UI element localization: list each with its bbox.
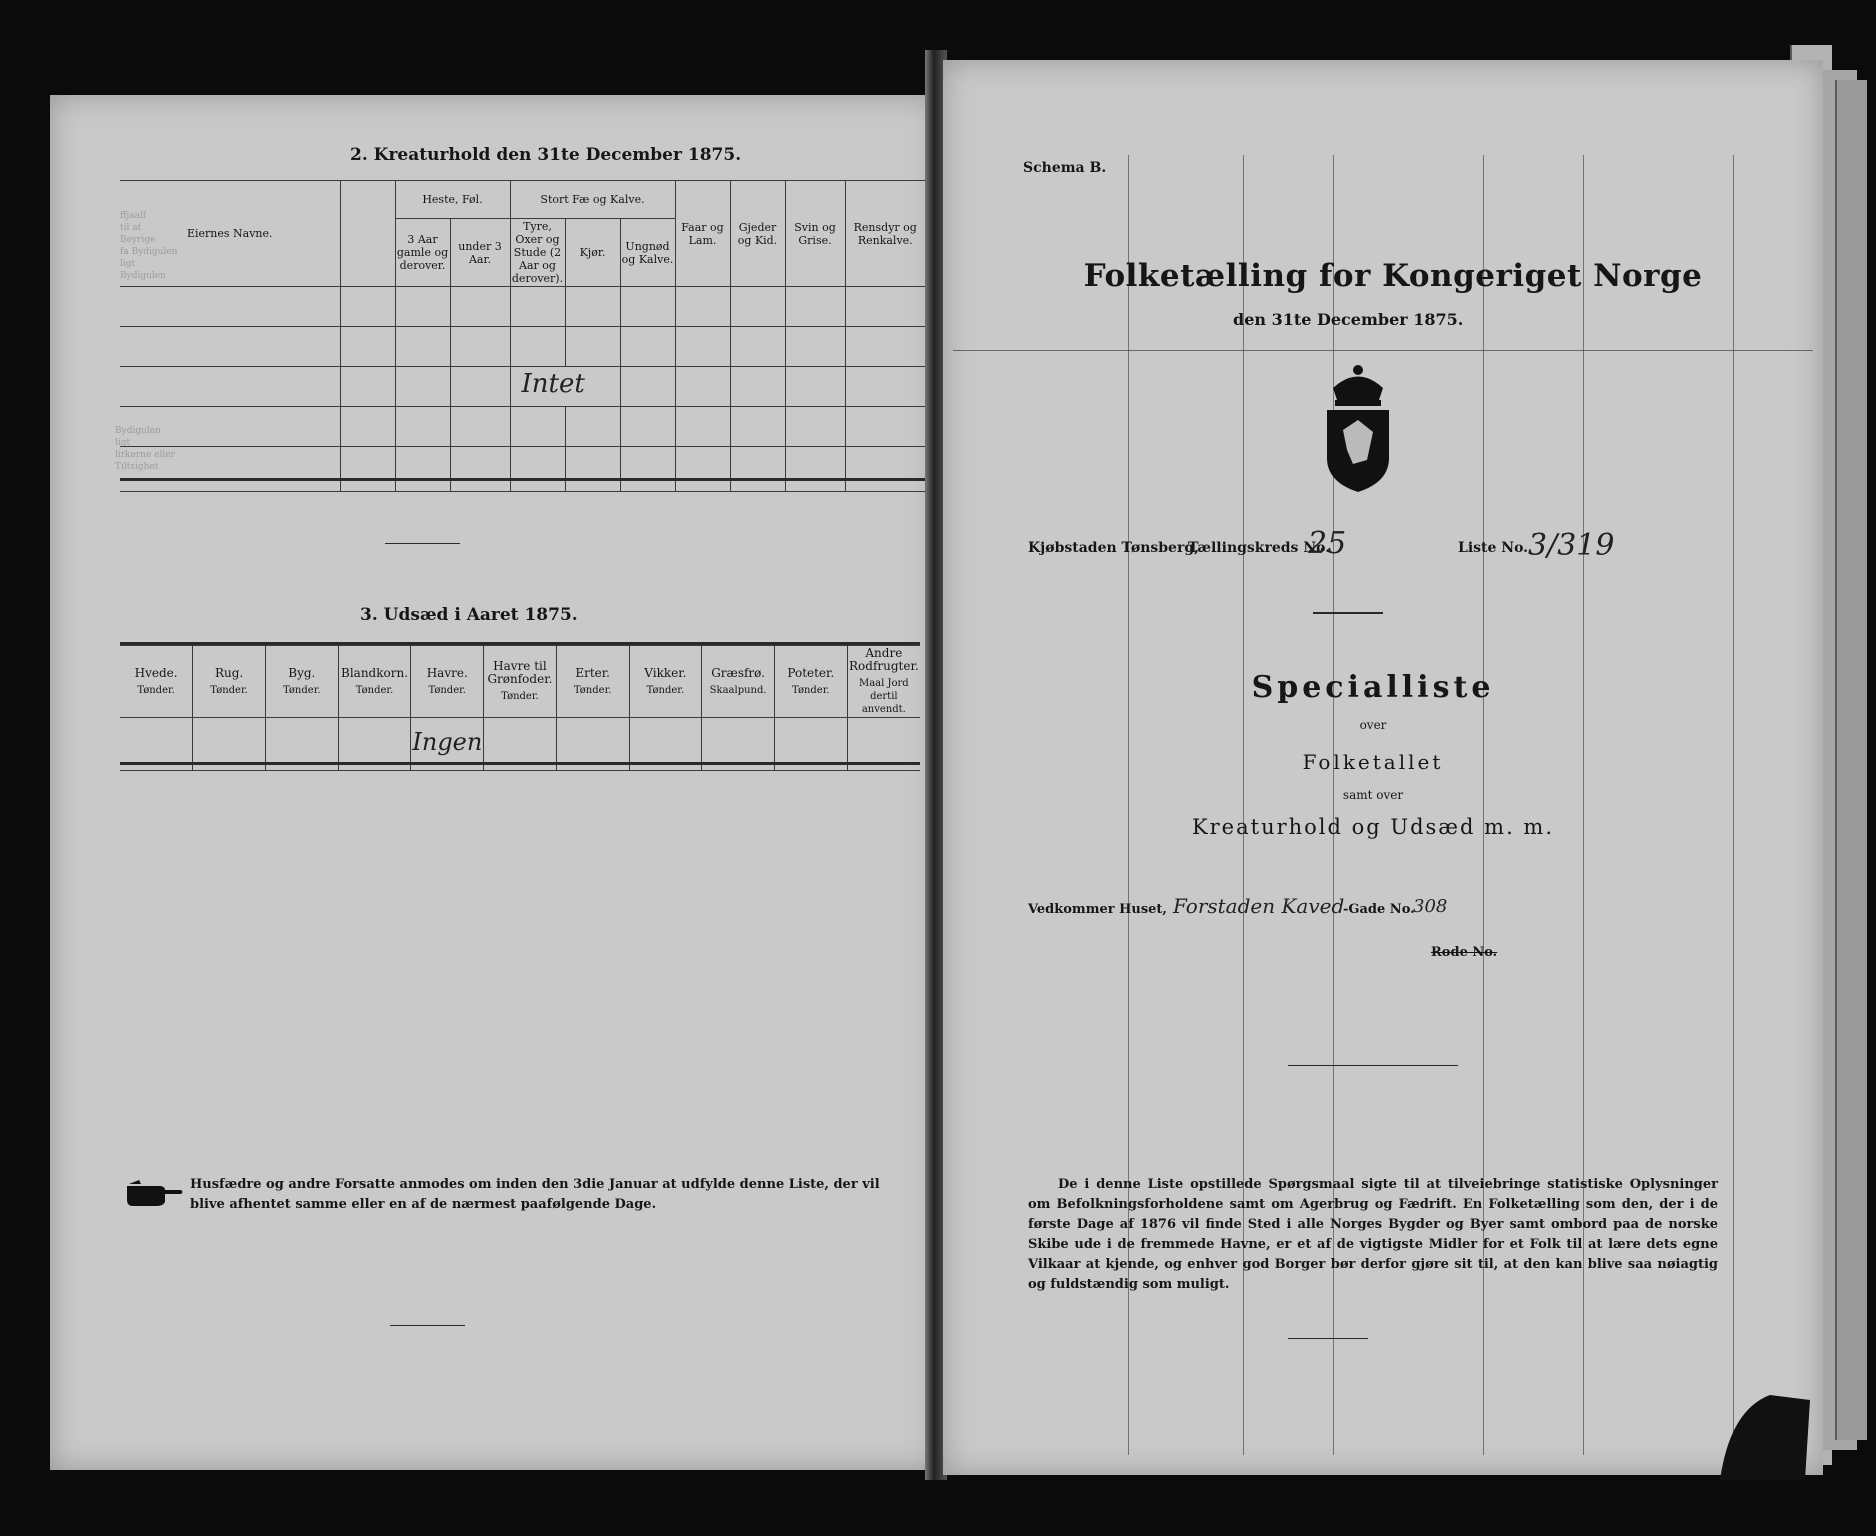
sheep-header: Faar og Lam.	[675, 181, 730, 287]
reindeer-header: Rensdyr og Renkalve.	[845, 181, 925, 287]
title-divider	[1313, 612, 1383, 614]
samt-over-text: samt over	[1342, 788, 1404, 802]
liste-value: 3/319	[1528, 528, 1615, 563]
kjobstad-label: Kjøbstaden Tønsberg,	[1028, 540, 1199, 556]
pigs-header: Svin og Grise.	[785, 181, 845, 287]
sowing-col-unit: Tønder.	[573, 684, 612, 696]
sowing-col-header	[338, 646, 411, 718]
page-corner-flap	[1710, 1380, 1820, 1490]
over-text: over	[1359, 718, 1387, 732]
sowing-col-header	[120, 646, 193, 718]
sowing-col-unit: Tønder.	[792, 684, 830, 696]
right-page	[943, 60, 1823, 1475]
sowing-col-name: Havre.	[426, 665, 468, 680]
bleed-through-text: Bydigulen ligt lirkerne eller Tiltsighet	[115, 426, 175, 472]
sowing-col-unit: Tønder.	[355, 684, 394, 696]
sowing-col-unit: Tønder.	[646, 684, 685, 696]
ghost-grid-line	[953, 350, 1813, 351]
sowing-table	[120, 645, 920, 771]
sowing-col-name: Hvede.	[134, 665, 178, 680]
kreds-value: 25	[1308, 526, 1347, 561]
explanatory-paragraph: De i denne Liste opstillede Spørgsmaal sigte til at tilveiebringe statistiske Oplysninger om Befolkningsforholdene samt om Agerbrug og Fædrift. En Folketælling som den, der i de første Dage af 1876 vil finde Sted i alle Norges Bygder og Byer samt ombord paa de norske Skibe ude i de fremmede Havne, er et af de vigtigste Midler for et Folk til at lære dets egne Vilkaar at kjende, og enhver god Borger bør derfor gjøre sit til, at den kan blive saa nøiagtig og fuldstændig som muligt.	[1028, 1177, 1718, 1292]
sowing-col-unit: Tønder.	[428, 684, 466, 696]
table-row	[120, 447, 925, 492]
sowing-col-header	[702, 646, 775, 718]
sowing-col-name: Andre Rodfrugter.	[849, 646, 919, 673]
bottom-divider	[390, 1325, 465, 1326]
footnote: Husfædre og andre Forsatte anmodes om inden den 3die Januar at udfylde denne Liste, der vil blive afhentet samme eller en af de nærmest paafølgende Dage.	[190, 1177, 880, 1212]
horses-under3-header: under 3 Aar.	[450, 219, 510, 287]
mid-divider	[1288, 1065, 1458, 1066]
sowing-col-header	[265, 646, 338, 718]
cattle-header: Stort Fæ og Kalve.	[510, 181, 675, 219]
liste-label: Liste No.	[1458, 540, 1529, 556]
sowing-col-header	[629, 646, 702, 718]
vedkommer-value: Forstaden Kaved	[1173, 894, 1345, 918]
sowing-col-name: Blandkorn.	[341, 665, 409, 680]
sowing-col-unit: Tønder.	[501, 691, 539, 702]
cows-header: Kjør.	[565, 219, 620, 287]
sowing-col-name: Erter.	[575, 665, 610, 680]
table-row	[120, 327, 925, 367]
sowing-col-header	[484, 646, 557, 718]
gade-value: 308	[1413, 896, 1448, 917]
document-title: Folketælling for Kongeriget Norge	[1083, 258, 1703, 294]
sowing-col-name: Rug.	[214, 665, 244, 680]
sowing-col-name: Vikker.	[644, 665, 687, 680]
section2-title: 2. Kreaturhold den 31te December 1875.	[350, 145, 742, 165]
document-date: den 31te December 1875.	[1233, 310, 1464, 329]
young-header: Ungnød og Kalve.	[620, 219, 675, 287]
sowing-col-name: Byg.	[288, 665, 316, 680]
sowing-col-unit: Skaalpund.	[709, 684, 767, 696]
horses-3plus-header: 3 Aar gamle og derover.	[395, 219, 450, 287]
goats-header: Gjeder og Kid.	[730, 181, 785, 287]
table-row	[120, 367, 925, 407]
sowing-col-header	[556, 646, 629, 718]
vedkommer-label: Vedkommer Huset,	[1028, 902, 1167, 917]
sowing-col-header	[847, 646, 920, 718]
section3-title: 3. Udsæd i Aaret 1875.	[360, 605, 578, 625]
table-row	[120, 407, 925, 447]
sowing-col-header	[411, 646, 484, 718]
sowing-col-name: Havre til Grønfoder.	[487, 659, 553, 686]
gade-label: -Gade No.	[1343, 902, 1415, 917]
horses-header: Heste, Føl.	[395, 181, 510, 219]
sowing-col-unit: Maal Jord dertil anvendt.	[858, 678, 909, 715]
stacked-page-edge	[1835, 80, 1867, 1440]
bottom-divider	[1288, 1338, 1368, 1339]
table-row	[120, 287, 925, 327]
bleed-through-text: ffjaalf til at Beyrige fa Bydigulen ligt Bydigulen	[120, 211, 178, 281]
livestock-table	[120, 180, 925, 492]
livestock-handwritten-entry: Intet	[521, 369, 585, 399]
table-bottom-rule	[120, 478, 925, 481]
schema-label: Schema B.	[1023, 160, 1107, 176]
specialliste-heading: Specialliste	[1251, 670, 1495, 705]
coat-of-arms-icon	[1313, 360, 1403, 495]
sowing-col-unit: Tønder.	[283, 684, 321, 696]
sowing-bottom-rule	[120, 762, 920, 765]
folketallet-heading: Folketallet	[1302, 750, 1444, 774]
sowing-col-header	[193, 646, 266, 718]
short-divider	[385, 543, 460, 544]
rode-label: Rode No.	[1431, 945, 1498, 960]
sowing-col-header	[774, 646, 847, 718]
kreaturhold-heading: Kreaturhold og Udsæd m. m.	[1191, 815, 1555, 839]
kreds-label: Tællingskreds No.	[1188, 540, 1331, 556]
sowing-col-name: Græsfrø.	[711, 665, 765, 680]
bulls-header: Tyre, Oxer og Stude (2 Aar og derover).	[511, 220, 564, 285]
pointing-hand-icon	[125, 1178, 185, 1208]
sowing-handwritten-entry: Ingen	[412, 727, 483, 756]
left-page	[50, 95, 938, 1470]
sowing-col-unit: Tønder.	[137, 684, 175, 696]
owner-col-header: Eiernes Navne.	[120, 181, 340, 287]
sowing-col-unit: Tønder.	[210, 684, 248, 696]
sowing-col-name: Poteter.	[787, 665, 835, 680]
